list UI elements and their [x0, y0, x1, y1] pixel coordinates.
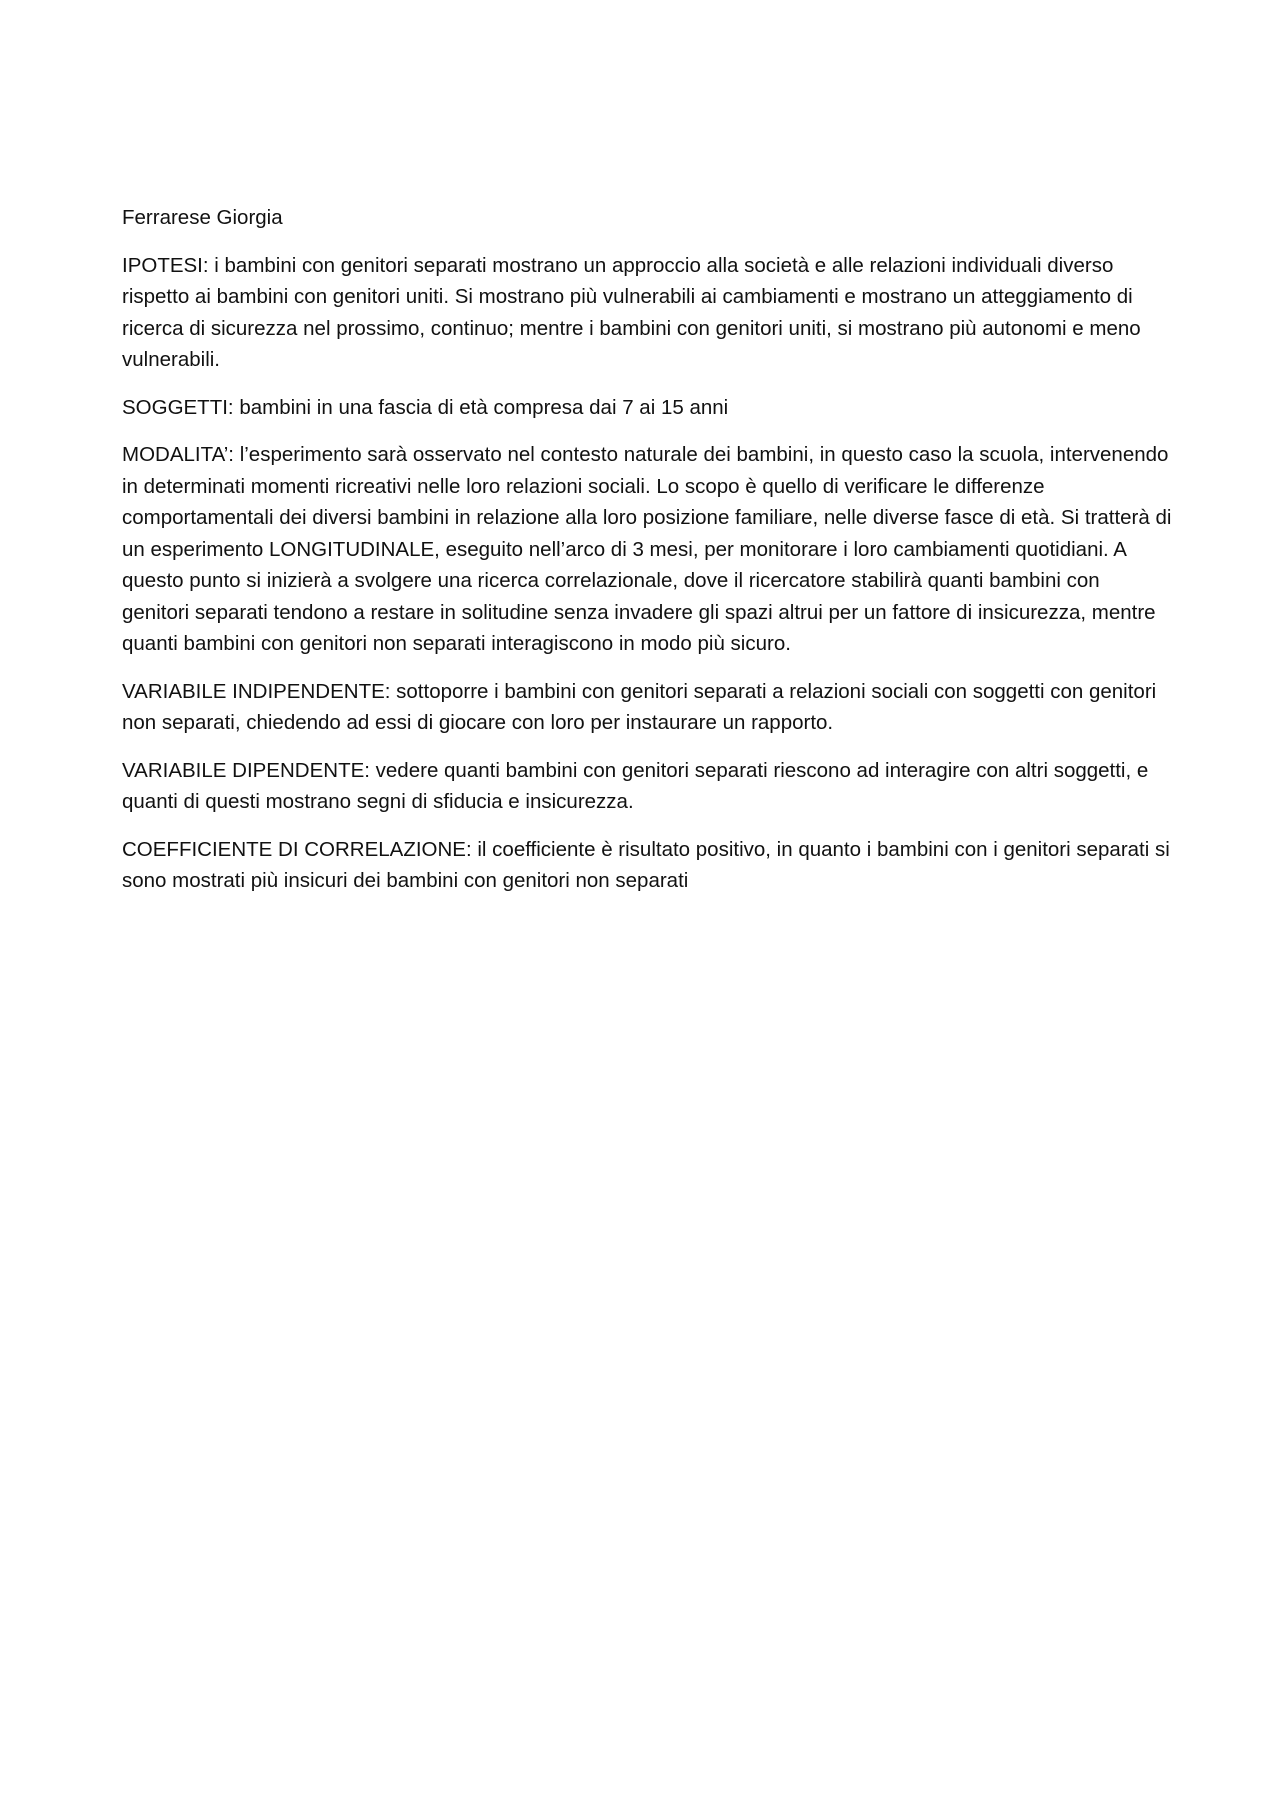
paragraph-modalita: MODALITA’: l’esperimento sarà osservato nel contesto naturale dei bambini, in questo caso la scuola, intervenendo in determinati momenti ricreativi nelle loro relazioni sociali. Lo scopo è quello di verificare le differenze comportamentali dei diversi bambini in relazione alla loro posizione familiare, nelle diverse fasce di età. Si tratterà di un esperimento LONGITUDINALE, eseguito nell’arco di 3 mesi, per monitorare i loro cambiamenti quotidiani. A questo punto si inizierà a svolgere una ricerca correlazionale, dove il ricercatore stabilirà quanti bambini con genitori separati tendono a restare in solitudine senza invadere gli spazi altrui per un fattore di insicurezza, mentre quanti bambini con genitori non separati interagiscono in modo più sicuro. [122, 443, 1172, 655]
paragraph-variabile-dipendente: VARIABILE DIPENDENTE: vedere quanti bambini con genitori separati riescono ad interagire con altri soggetti, e quanti di questi mostrano segni di sfiducia e insicurezza. [122, 758, 1149, 813]
document-body [122, 202, 1172, 913]
paragraph-ipotesi: IPOTESI: i bambini con genitori separati mostrano un approccio alla società e alle relazioni individuali diverso rispetto ai bambini con genitori uniti. Si mostrano più vulnerabili ai cambiamenti e mostrano un atteggiamento di ricerca di sicurezza nel prossimo, continuo; mentre i bambini con genitori uniti, si mostrano più autonomi e meno vulnerabili. [122, 253, 1141, 371]
paragraph-soggetti: SOGGETTI: bambini in una fascia di età compresa dai 7 ai 15 anni [122, 395, 729, 419]
author-name: Ferrarese Giorgia [122, 206, 283, 229]
paragraph-coefficiente-correlazione: COEFFICIENTE DI CORRELAZIONE: il coefficiente è risultato positivo, in quanto i bambini con i genitori separati si sono mostrati più insicuri dei bambini con genitori non separati [122, 837, 1170, 892]
paragraph-variabile-indipendente: VARIABILE INDIPENDENTE: sottoporre i bambini con genitori separati a relazioni sociali con soggetti con genitori non separati, chiedendo ad essi di giocare con loro per instaurare un rapporto. [122, 679, 1157, 734]
